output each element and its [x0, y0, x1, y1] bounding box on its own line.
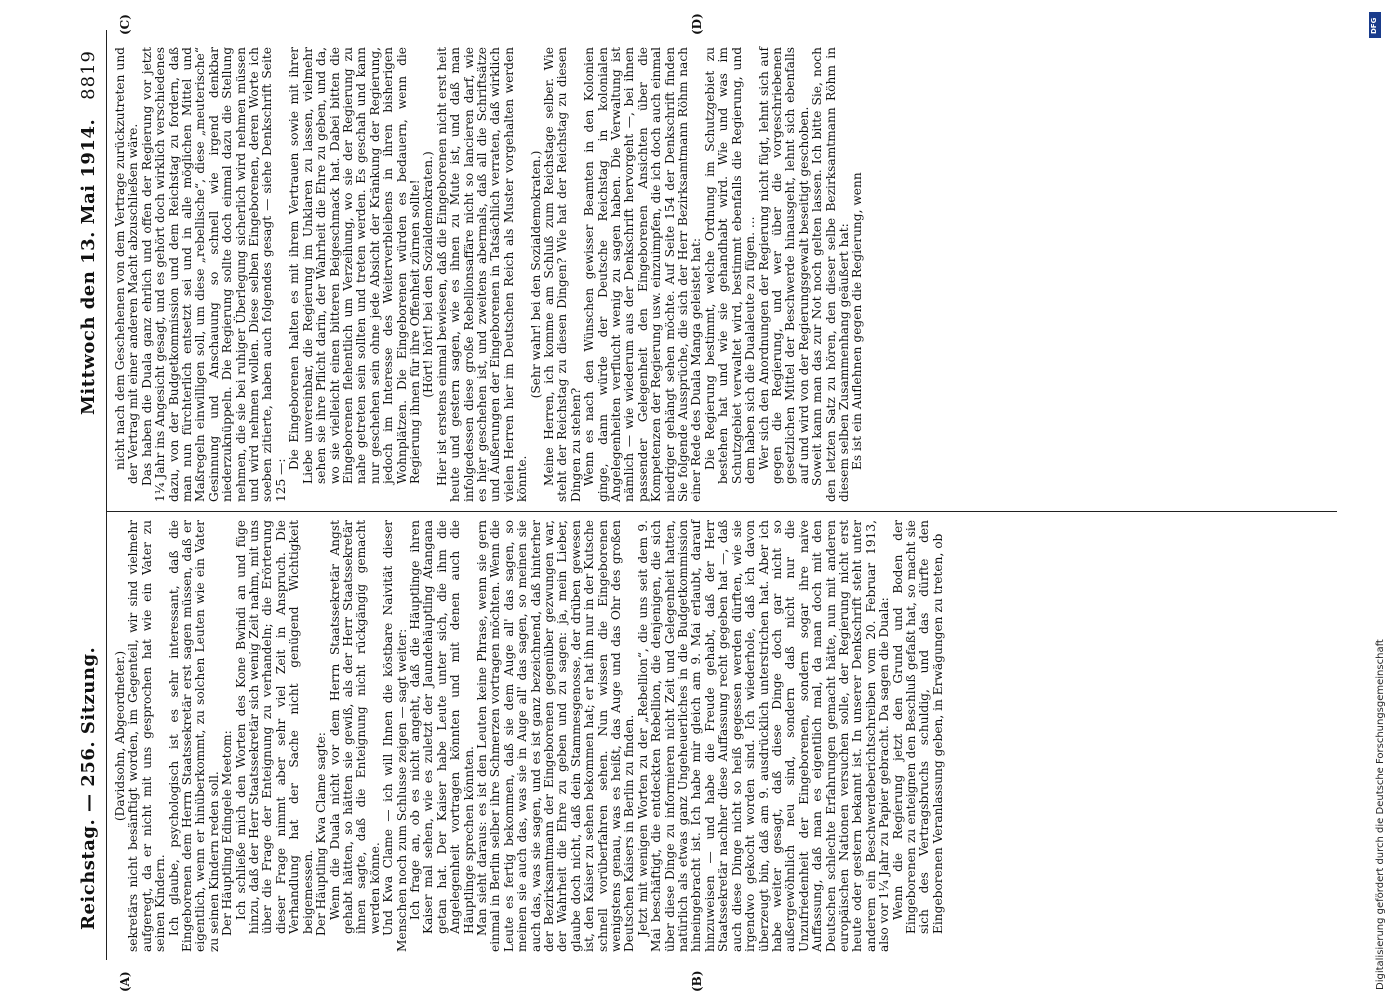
paragraph: Man sieht daraus: es ist den Leuten keine Phrase, wenn sie gern einmal in Berlin selber ihre Schmerzen vortragen möchten. Wenn die Leute es fertig bekommen, daß sie dem Auge all' das sagen, so meinen sie auch das, was sie in Auge all' das sagen, so meinen sie auch das, was sie sagen, und es ist ganz bezeichnend, daß hinterher der Bezirksamtmann der Eingeborenen gegenüber gezwungen war, der Wahrheit die Ehre zu geben und zu sagen: ja, mein Lieber, glaube doch nicht, daß dein Stammesgenosse, der drüben gewesen ist, den Kaiser zu sehen bekommen hat; er hat ihn nur in der Kutsche schnell vorüberfahren sehen. Nun wissen die Eingeborenen wenigstens genau, was es heißt, das Auge und das Ohr des großen Deutschen Kaisers in Berlin zu finden.: [474, 520, 637, 952]
digitization-note: [1375, 10, 1391, 990]
interjection: (Sehr wahr! bei den Sozialdemokraten.): [528, 150, 543, 399]
quote: nicht nach dem Geschehenen von dem Vertrage zurückzutreten und der Vertrag mit einer anderen Macht abzuschließen wäre.: [113, 47, 141, 484]
paragraph: Meine Herren, ich komme am Schluß zum Reichstage selber. Wie steht der Reichstag zu diesen Dingen? Wie hat der Reichstag zu diesen Dingen zu stehen?: [542, 47, 583, 502]
header-left: Reichstag. — 256. Sitzung.: [78, 646, 99, 930]
speaker-line: Der Häuptling Kwa Clame sagte:: [314, 732, 329, 936]
paragraph: Hier ist erstens einmal bewiesen, daß die Eingeborenen nicht erst heit heute und gestern sagen, wie es ihnen zu Mute ist, und daß man infolgedessen diese große Rebellionsaffäre nicht so lancieren darf, wie es hier geschehen ist, und zweitens abermals, daß all die Schriftsätze und Äußerungen der Eingeborenen in Tatsächlich verraten, daß wirklich vielen Herren hier im Deutschen Reich als Muster vorgehalten werden könnte.: [434, 47, 530, 502]
quote: Die Regierung bestimmt, welche Ordnung im Schutzgebiet zu bestehen hat und wie sie gehandhabt wird. Wie und was im Schutzgebiet verwaltet wird, bestimmt ebenfalls die Regierung, und dem haben sich die Dualaleute zu fügen. ...: [702, 47, 758, 484]
paragraph: Wenn es nach den Wünschen gewisser Beamten in den Kolonien ginge, dann würde der Deutsche Reichstag in kolonialen Angelegenheiten verflucht wenig zu sagen haben. Die Verwaltung ist nämlich — wie wiederum aus der Denkschrift hervorgeht —, bei ihnen passender Gelegenheit den Eingeborenen Ansichten über die Kompetenzen der Regierung usw. einzuimpfen, die ich doch auch einmal niedriger gehängt sehen möchte. Auf Seite 154 der Denkschrift finden Sie folgende Aussprüche, die sich der Herr Bezirksamtmann Röhm nach einer Rede des Duala Manga geleistet hat:: [582, 47, 704, 502]
right-column: [114, 47, 865, 502]
paragraph: Und Kwa Clame — ich will Ihnen die köstbare Naivität dieser Menschen noch zum Schlusse zeigen — sagt weiter:: [381, 520, 409, 952]
paragraph: sekretärs nicht besänftigt worden, im Gegenteil, wir sind vielmehr aufgeregt, da er nicht mit uns gesprochen hat wie ein Vater zu seinen Kindern.: [126, 520, 168, 952]
quote: Wer sich den Anordnungen der Regierung nicht fügt, lehnt sich auf gegen die Regierung, und wer über die vorgeschriebenen gesetzlichen Mittel der Beschwerde hinausgeht, lehnt sich ebenfalls auf und wird von der Regierungsgewalt beseitigt geschoben.: [756, 47, 811, 484]
paragraph: Das haben die Duala ganz ehrlich und offen der Regierung vor jetzt 1¼ Jahr ins Angesicht gesagt, und es gehört doch wirklich verschiedenes dazu, von der Budgetkommission und dem Reichstag zu fordern, daß man nun fürchterlich entsetzt sei und in alle möglichen Mittel und Maßregeln einwilligen soll, um diese „rebellische“, diese „meuterische“ Gesinnung und Anschauung so schnell wie irgend denkbar niederzuknüppeln. Die Regierung sollte doch einmal dazu die Stellung nehmen, die sie bei ruhiger Überlegung sicherlich wird nehmen müssen und wird nehmen wollen. Diese selben Eingeborenen, deren Worte ich soeben zitierte, haben auch folgendes gesagt — siehe Denkschrift Seite 125 —:: [139, 47, 288, 502]
quote: Es ist ein Auflehnen gegen die Regierung, wenn: [850, 172, 865, 470]
dfg-logo: DFG: [1369, 12, 1381, 38]
interjection: (Hört! hört! bei den Sozialdemokraten.): [421, 151, 436, 398]
quote: Wenn die Regierung jetzt den Grund und Boden der Eingeborenen zu enteignen den Beschluß gefaßt hat, so macht sie sich des Vertragsbruchs schuldig, und das dürfte den Eingeborenen Veranlassung geben, in Erwägungen zu treten, ob: [890, 520, 945, 934]
digitization-note-text: Digitalisierung gefördert durch die Deutsche Forschungsgemeinschaft: [1375, 639, 1386, 990]
margin-marker-c: (C): [118, 14, 132, 35]
header-date: Mittwoch den 13. Mai 1914.: [78, 118, 99, 415]
document-page: [22, 0, 1347, 1000]
left-column: [114, 520, 945, 952]
margin-marker-d: (D): [690, 13, 704, 35]
paragraph: Ich glaube, psychologisch ist es sehr interessant, daß die Eingeborenen dem Herrn Staatssekretär erst sagen müssen, daß er eigentlich, wenn er hinüberkommt, zu solchen Leuten wie ein Vater zu seinen Kindern reden soll.: [166, 520, 221, 952]
speaker-line: Der Häuptling Edingele Meetom:: [220, 730, 235, 936]
page-header: [70, 30, 104, 960]
margin-marker-a: (A): [118, 971, 132, 992]
quote: Ich schließe mich den Worten des Kone Bwindi an und füge hinzu, daß der Herr Staatssekretär sich wenig Zeit nahm, mit uns über die Frage der Enteignung zu verhandeln; die Erörterung dieser Frage nimmt aber sehr viel Zeit in Anspruch. Die Verhandlung hat der Sache nicht genügend Wichtigkeit beigemessen.: [233, 520, 315, 934]
quote: Wenn die Duala nicht vor dem Herrn Staatssekretär Angst gehabt hätten, so hätten sie gewiß, als der Herr Staatssekretär ihnen sagte, daß die Enteignung nicht rückgängig gemacht werden könne.: [327, 520, 382, 934]
quote: Die Eingeborenen halten es mit ihrem Vertrauen sowie mit ihrer Liebe unvereinbar, die Regierung im Unklaren zu lassen, vielmehr sehen sie ihre Pflicht darin, der Wahrheit die Ehre zu geben, und da, wo sie vielleicht einen bitteren Beigeschmack hat. Dabei bitten die Eingeborenen flehentlich um Verzeihung, wo sie der Regierung zu nahe getreten sein sollten und treten werden. Es geschah und kann nur geschehen sein ohne jede Absicht der Kränkung der Regierung, jedoch im Interesse des Weiterverbleibens in ihren bisherigen Wohnplätzen. Die Eingeborenen würden es bedauern, wenn die Regierung ihnen für ihre Offenheit zürnen sollte!: [287, 47, 422, 484]
speaker-note: (Davidsohn, Abgeordneter.): [113, 650, 127, 822]
column-divider: [106, 511, 1337, 512]
quote: Ich frage an, ob es nicht angeht, daß die Häuptlinge ihren Kaiser mal sehen, wie es zuletzt der Jaundehäuptling Atangana getan hat. Der Kaiser habe Leute unter sich, die ihm die Angelegenheit vortragen könnten und mit denen auch die Häuptlinge sprechen könnten.: [407, 520, 476, 934]
paragraph: Jetzt mit wenigen Worten zu der „Rebellion“, die uns seit dem 9. Mai beschäftigt, die entdeckten Rebellion, die denjenigen, die sich über diese Dinge zu informieren nicht Zeit und Gelegenheit hatten, natürlich als etwas ganz Ungeheuerliches in die Budgetkommission hineingebracht ist. Ich habe mir gleich am 9. Mai erlaubt, darauf hinzuweisen — und habe die Freude gehabt, daß der Herr Staatssekretär nachher diese Auffassung recht gegeben hat —, daß auch diese Dinge nicht so heiß gegessen werden dürften, wie sie irgendwo gekocht worden sind. Ich wiederhole, daß ich davon überzeugt bin, daß am 9. ausdrücklich unterstrichen hat. Aber ich habe weiter gesagt, daß diese Dinge doch gar nicht so außergewöhnlich neu sind, sondern daß nicht nur die Unzufriedenheit der Eingeborenen, sondern sogar ihre naive Auffassung, daß man es eigentlich mal, da man doch mit den Deutschen schlechte Erfahrungen gemacht hätte, nun mit anderen europäischen Nationen versuchen solle, der Regierung nicht erst heute oder gestern bekannt ist. In unserer Denkschrift steht unter anderem ein Beschwerdeberichtschreiben vom 20. Februar 1913, also vor 1¼ Jahr zu Papier gebracht. Da sagen die Duala:: [635, 520, 892, 952]
header-rule: [106, 30, 107, 960]
paragraph: Soweit kann man das zur Not noch gelten lassen. Ich bitte Sie, noch den letzten Satz zu hören, den dieser selbe Bezirksamtmann Röhm in diesem selben Zusammenhang geäußert hat:: [810, 47, 851, 502]
page-number: 8819: [78, 50, 99, 100]
margin-marker-b: (B): [690, 970, 704, 992]
